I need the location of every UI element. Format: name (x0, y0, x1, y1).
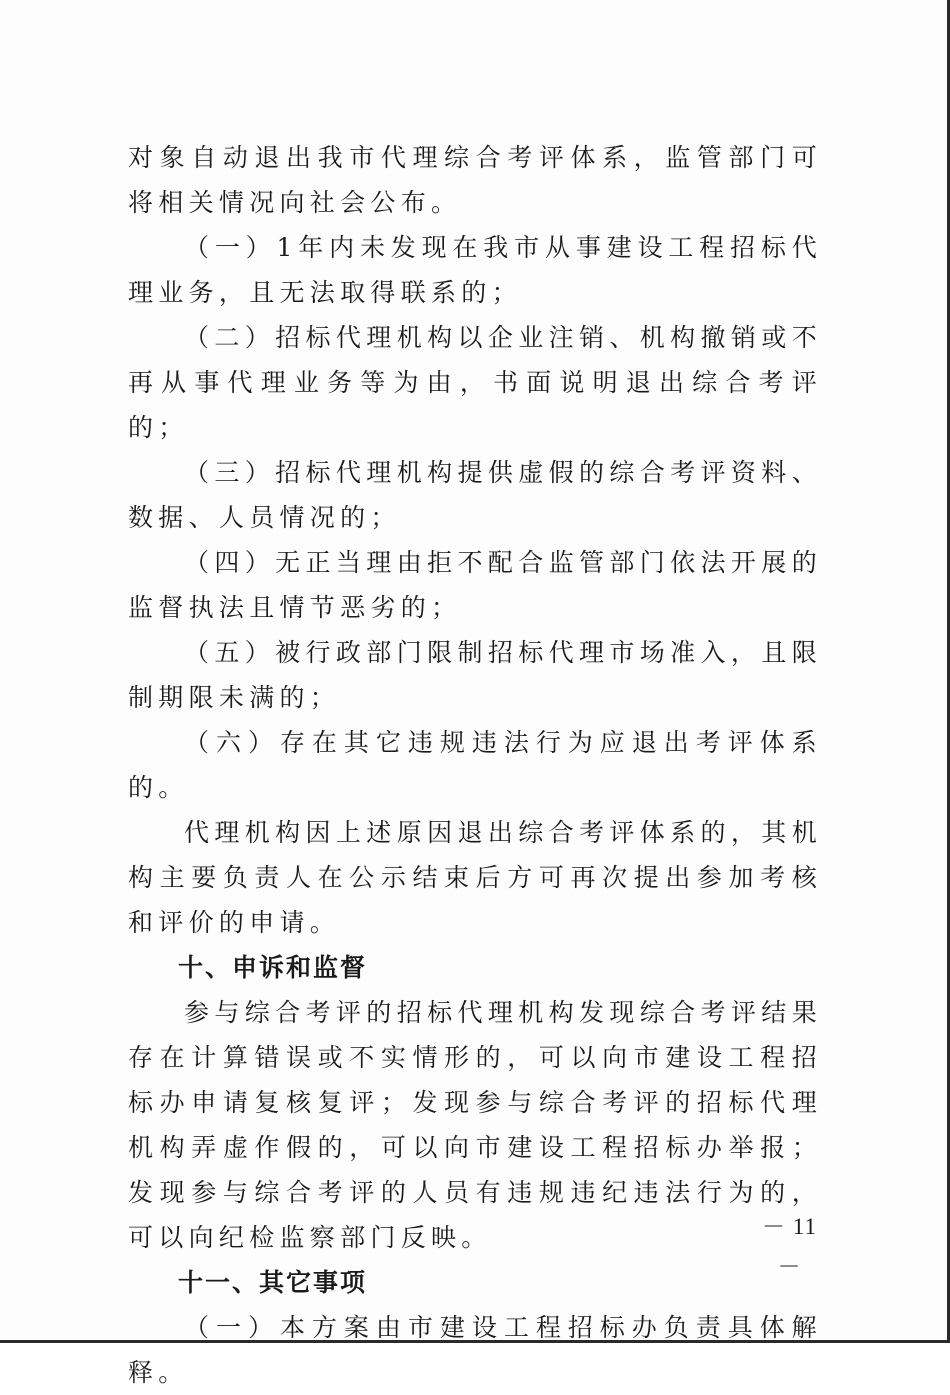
section-heading-10: 十、申诉和监督 (178, 953, 368, 982)
paragraph-continuation: 对象自动退出我市代理综合考评体系，监管部门可将相关情况向社会公布。 (128, 143, 822, 217)
paragraph-reapply: 代理机构因上述原因退出综合考评体系的，其机构主要负责人在公示结束后方可再次提出参加考核和评价的申请。 (128, 818, 822, 937)
list-item-2: （二）招标代理机构以企业注销、机构撤销或不再从事代理业务等为由，书面说明退出综合考评的； (128, 323, 822, 442)
list-item-5: （五）被行政部门限制招标代理市场准入，且限制期限未满的； (128, 638, 822, 712)
page-number: － 11 － (762, 1214, 817, 1279)
list-item-3: （三）招标代理机构提供虚假的综合考评资料、数据、人员情况的； (128, 458, 822, 532)
paragraph-appeal: 参与综合考评的招标代理机构发现综合考评结果存在计算错误或不实情形的，可以向市建设工程招标办申请复核复评；发现参与综合考评的招标代理机构弄虚作假的，可以向市建设工程招标办举报；发现参与综合考评的人员有违规违纪违法行为的，可以向纪检监察部门反映。 (128, 998, 822, 1252)
list-item-6: （六）存在其它违规违法行为应退出考评体系的。 (128, 728, 822, 802)
document-body (128, 135, 822, 1395)
list-item-interpretation: （一）本方案由市建设工程招标办负责具体解释。 (128, 1313, 822, 1387)
list-item-1: （一）1年内未发现在我市从事建设工程招标代理业务，且无法取得联系的； (128, 233, 822, 307)
section-heading-11: 十一、其它事项 (178, 1268, 368, 1297)
list-item-4: （四）无正当理由拒不配合监管部门依法开展的监督执法且情节恶劣的； (128, 548, 822, 622)
